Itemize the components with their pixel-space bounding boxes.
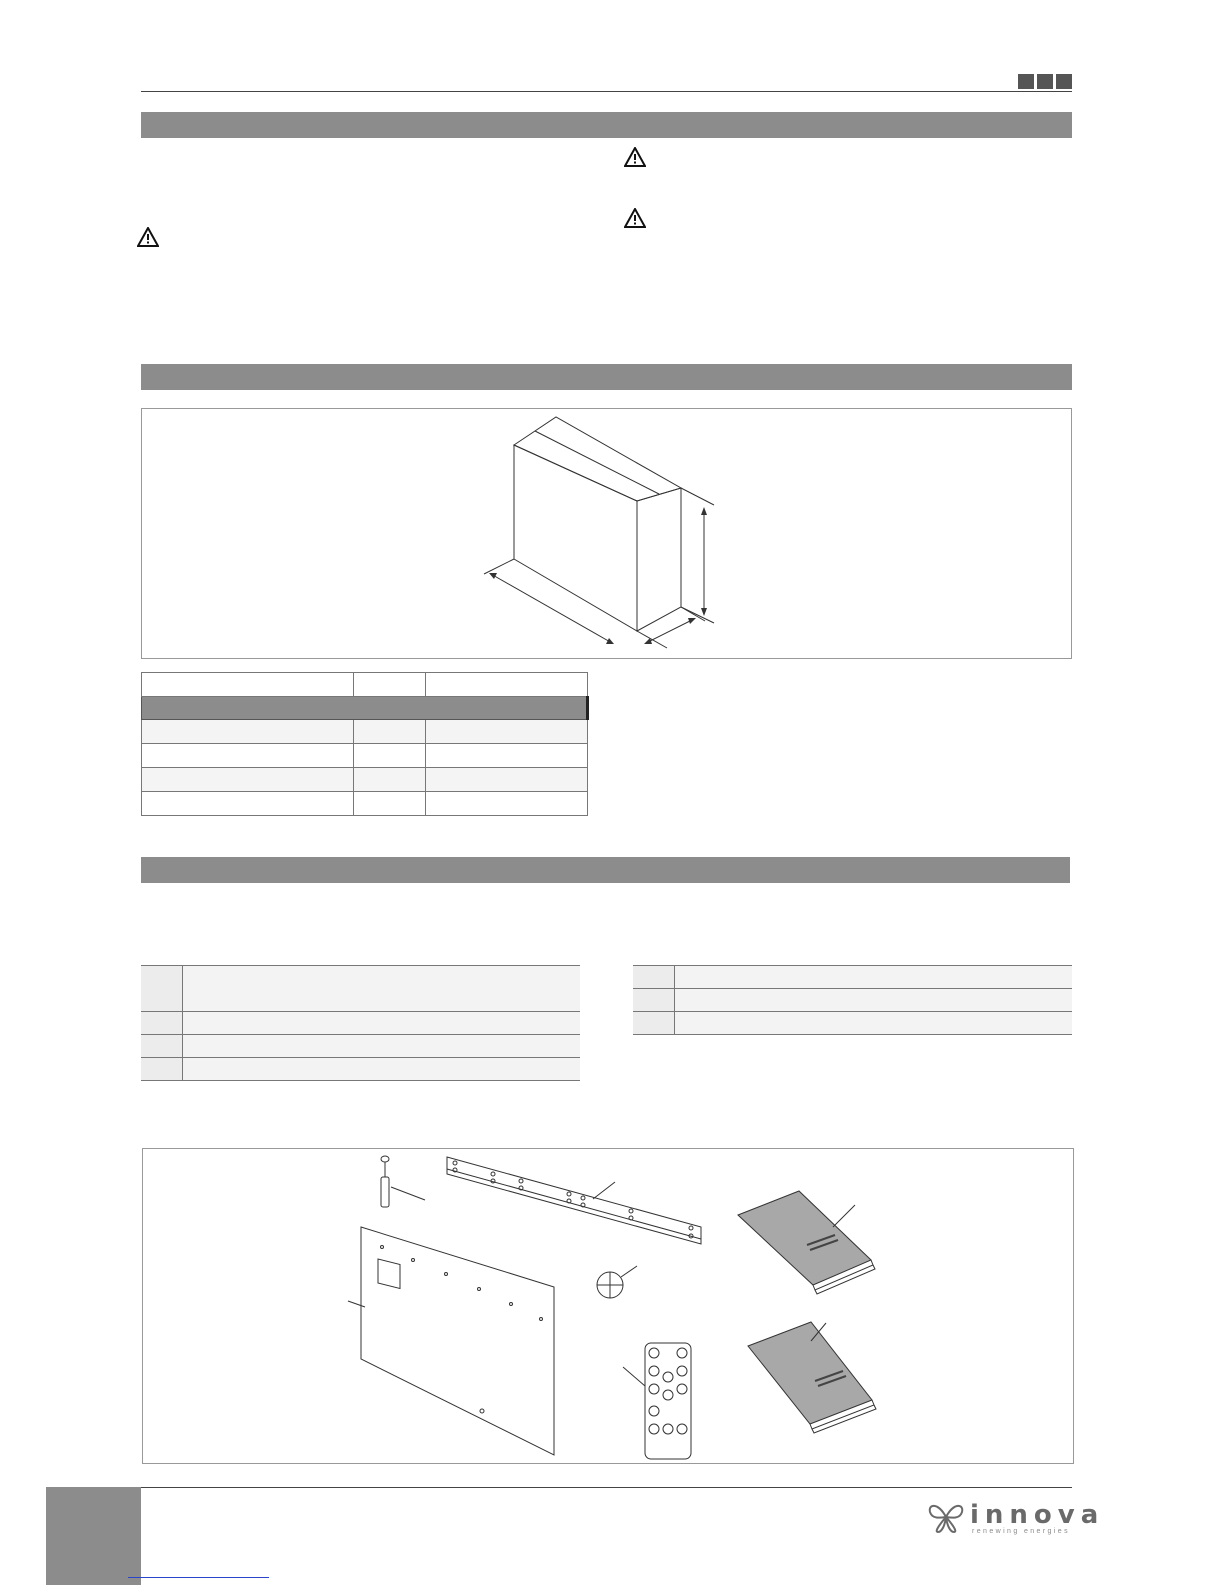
table-row [142, 744, 588, 768]
wall-plug-icon [381, 1156, 425, 1207]
header-square [1018, 74, 1034, 89]
back-panel-icon [348, 1227, 554, 1455]
table-row [142, 792, 588, 816]
packaging-box-drawing [142, 409, 1073, 660]
table-row [142, 673, 588, 697]
remote-control-icon [623, 1343, 691, 1459]
section-bar-1 [141, 112, 1072, 138]
brand-tagline: renewing energies [972, 1528, 1071, 1535]
footer-link-underline [128, 1577, 269, 1578]
dimension-table [141, 672, 589, 816]
page-number-block [46, 1487, 141, 1585]
table-row [141, 966, 580, 1012]
header-square [1056, 74, 1072, 89]
manual-booklet-icon [748, 1322, 876, 1433]
table-row [142, 720, 588, 744]
package-contents-drawing [143, 1149, 1075, 1465]
manual-booklet-icon [738, 1191, 875, 1294]
table-row [141, 1035, 580, 1058]
washer-icon [597, 1266, 637, 1298]
table-row [141, 1058, 580, 1081]
brand-name: innova [970, 1500, 1105, 1530]
items-table-right [633, 965, 1072, 1035]
table-row [142, 697, 588, 720]
package-contents-figure [142, 1148, 1074, 1464]
header-rule [141, 91, 1072, 92]
section-bar-2 [141, 364, 1072, 390]
table-row [633, 966, 1072, 989]
table-row [142, 768, 588, 792]
header-squares [1018, 74, 1072, 89]
packaging-dimensions-figure [141, 408, 1072, 659]
table-row [633, 1012, 1072, 1035]
footer-rule [141, 1487, 1072, 1488]
footer-link[interactable] [128, 1568, 269, 1577]
innova-logo-icon [926, 1500, 966, 1534]
table-row [141, 1012, 580, 1035]
header-square [1037, 74, 1053, 89]
warning-icon [624, 147, 646, 167]
mounting-bracket-icon [447, 1157, 701, 1244]
section-bar-3 [141, 857, 1070, 883]
items-table-left [141, 965, 580, 1081]
warning-icon [137, 227, 159, 247]
table-row [633, 989, 1072, 1012]
warning-icon [624, 208, 646, 228]
